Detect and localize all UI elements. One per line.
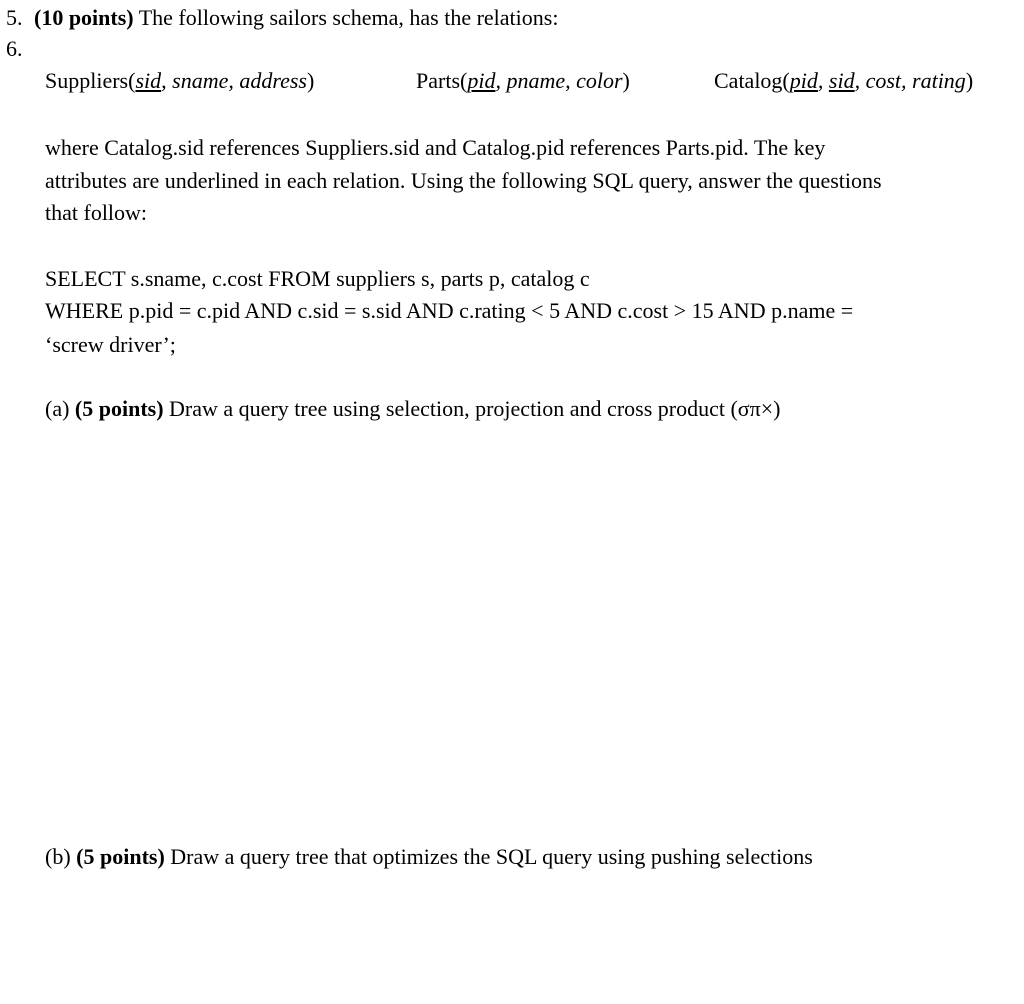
schema-parts	[416, 68, 630, 94]
part-points: (5 points)	[74, 396, 164, 421]
next-question-number: 6.	[6, 36, 23, 61]
question-number: 5.	[6, 5, 23, 30]
description-line: that follow:	[45, 200, 148, 225]
part-b	[45, 844, 813, 870]
paren: )	[965, 68, 974, 93]
part-label: (b)	[45, 844, 77, 869]
attributes: , sname, address	[161, 68, 307, 93]
attributes: , pname, color	[495, 68, 623, 93]
paren: )	[622, 68, 630, 93]
sql-line: WHERE p.pid = c.pid AND c.sid = s.sid AND c.rating < 5 AND c.cost > 15 AND p.name =	[45, 298, 854, 323]
part-text: Draw a query tree that optimizes the SQL query using pushing selections	[164, 844, 813, 869]
key-attribute: sid	[828, 68, 855, 93]
key-attribute: sid	[135, 68, 162, 93]
key-attribute: pid	[789, 68, 818, 93]
part-a	[45, 396, 781, 422]
part-points: (5 points)	[76, 844, 165, 869]
part-label: (a)	[45, 396, 75, 421]
schema-suppliers	[45, 68, 314, 94]
description-line: attributes are underlined in each relation. Using the following SQL query, answer the questions	[45, 168, 882, 193]
relation-name: Catalog(	[714, 68, 790, 93]
sql-line: ‘screw driver’;	[45, 332, 176, 357]
question-points: (10 points)	[34, 5, 134, 30]
part-text: Draw a query tree using selection, projection and cross product (σπ×)	[163, 396, 781, 421]
paren: )	[307, 68, 315, 93]
separator: ,	[817, 68, 829, 93]
key-attribute: pid	[467, 68, 496, 93]
attributes: , cost, rating	[854, 68, 966, 93]
schema-catalog	[714, 68, 973, 94]
description-line: where Catalog.sid references Suppliers.sid and Catalog.pid references Parts.pid. The key	[45, 135, 826, 160]
sql-line: SELECT s.sname, c.cost FROM suppliers s, parts p, catalog c	[45, 266, 590, 291]
relation-name: Suppliers(	[45, 68, 136, 93]
relation-name: Parts(	[416, 68, 468, 93]
question-intro: The following sailors schema, has the relations:	[133, 5, 559, 30]
question-header	[6, 5, 558, 31]
